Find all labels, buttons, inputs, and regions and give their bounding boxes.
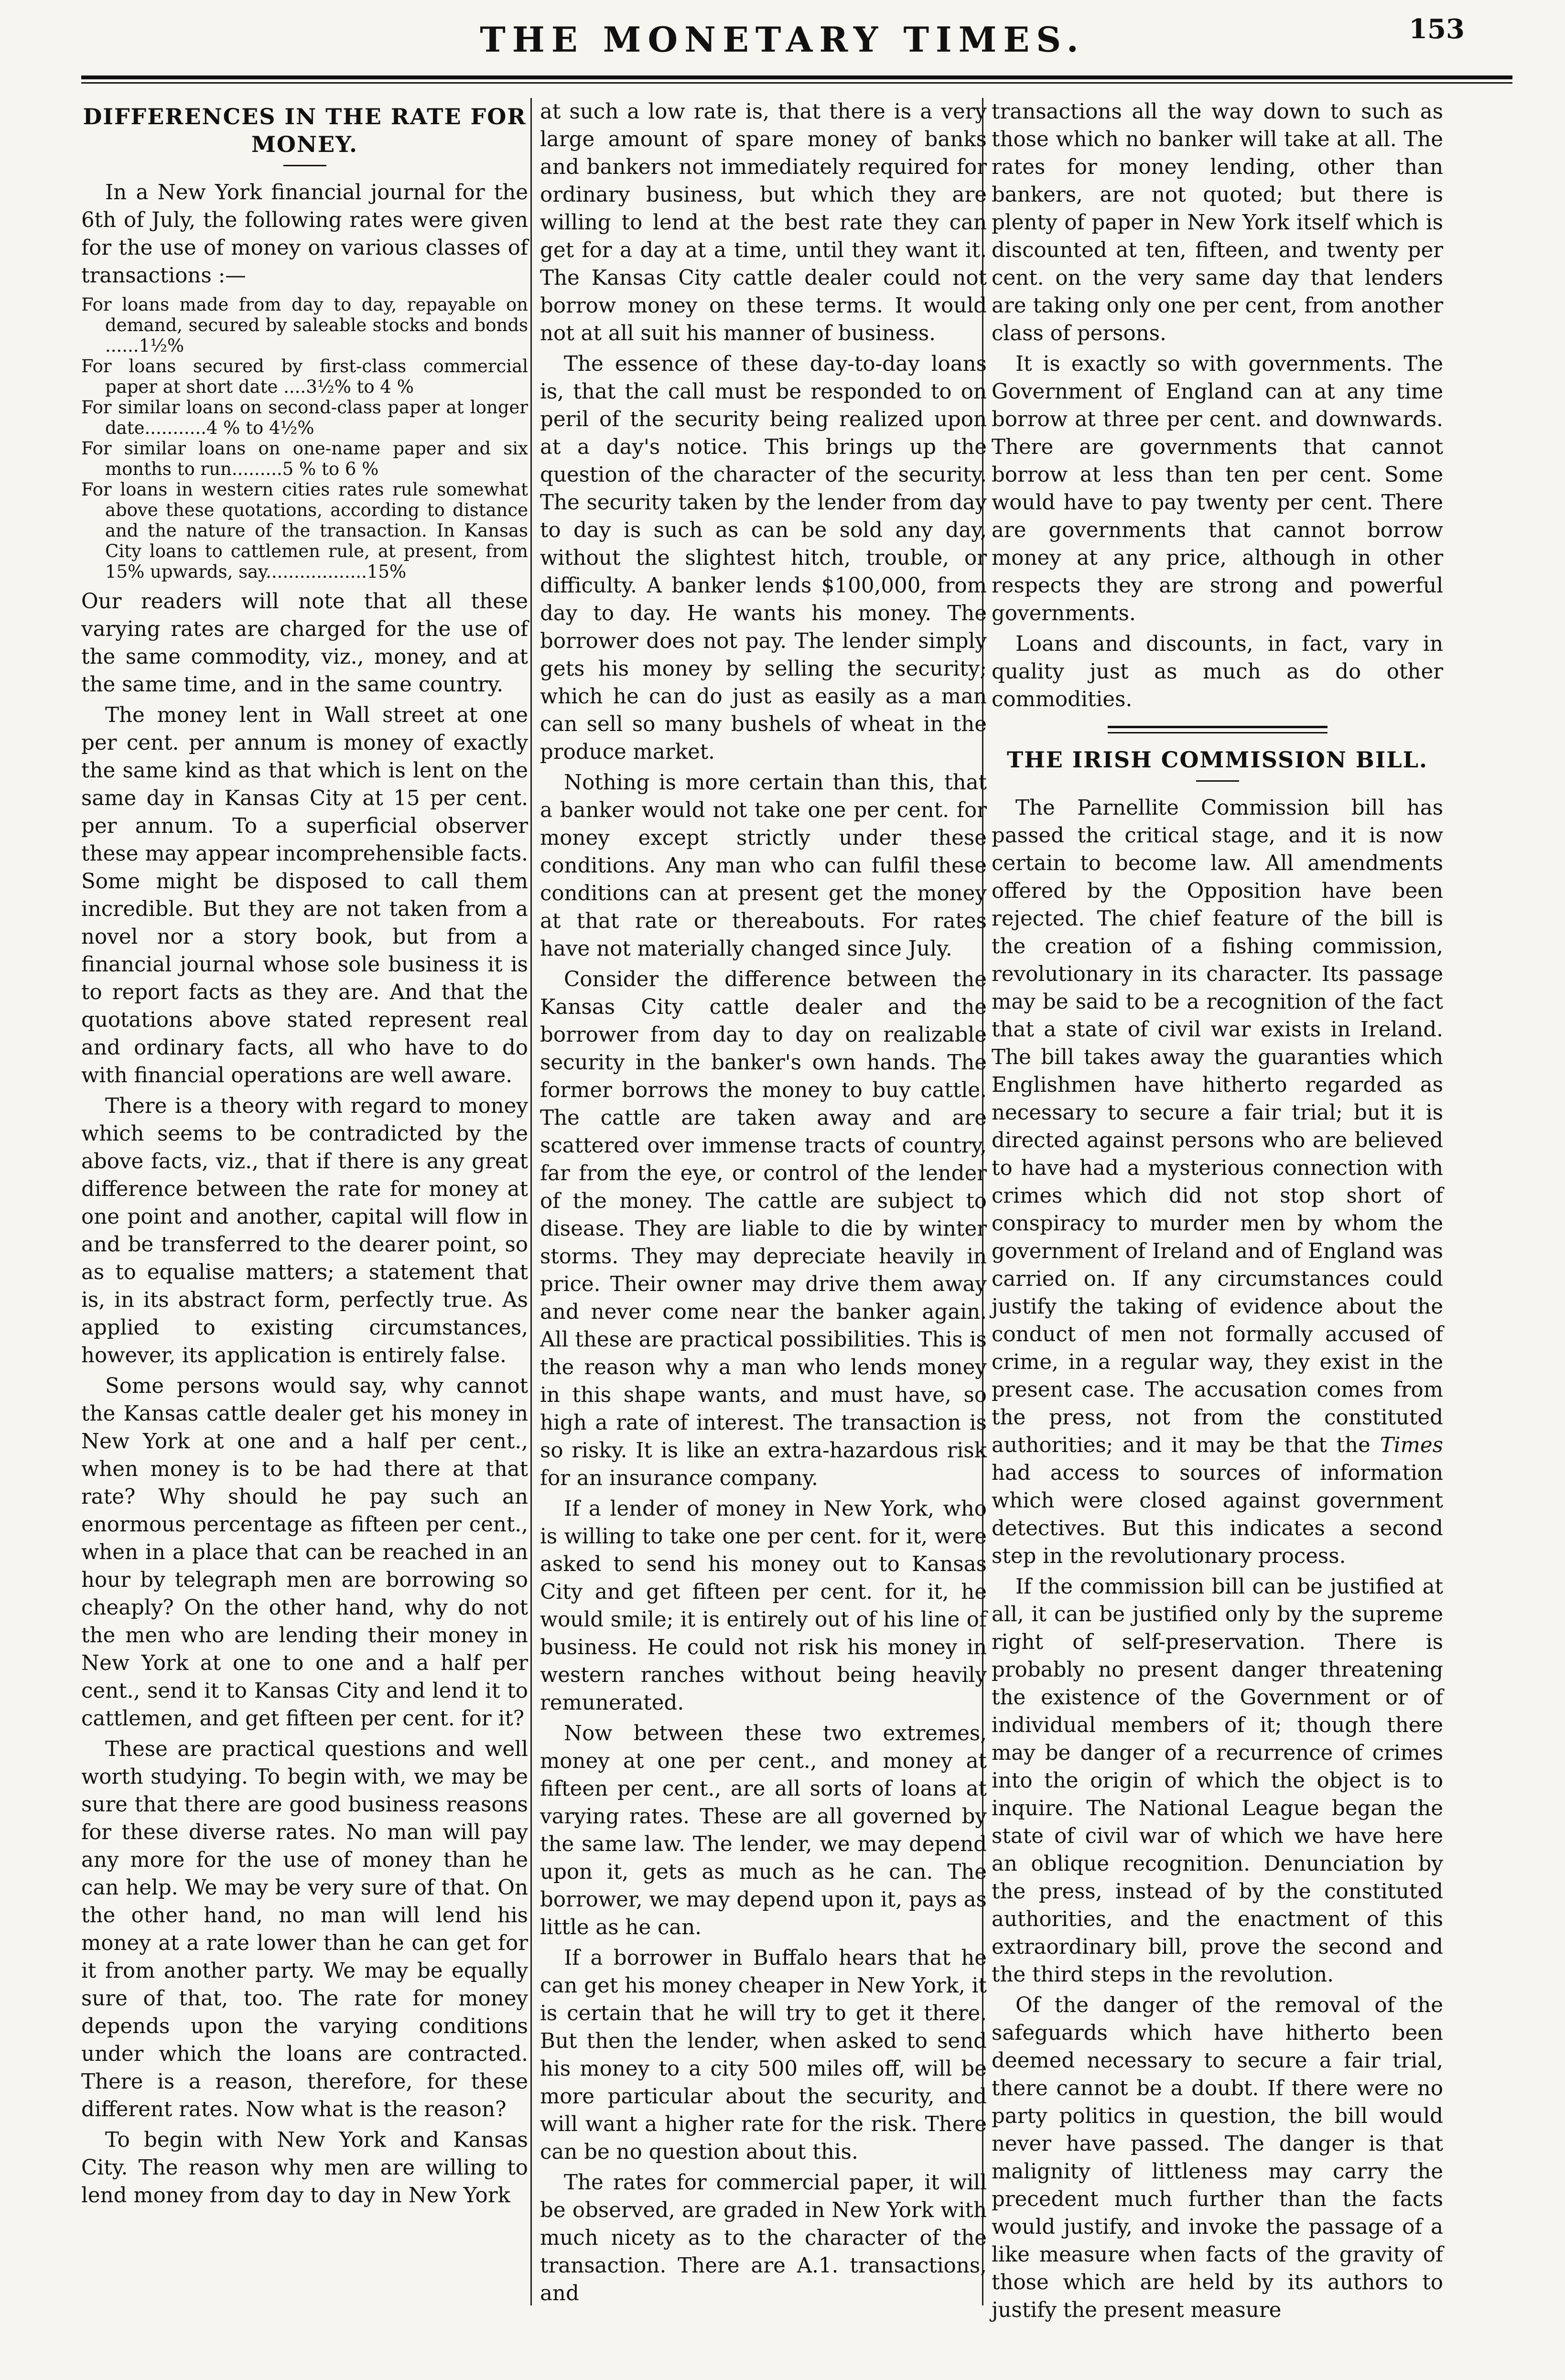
paragraph: transactions all the way down to such as those which no banker will take at all. The rates for money lending, other than bankers, are not quoted; but there is plenty of paper in New York itself which is discounted at ten, fifteen, and twenty per cent. on the very same day that lenders are taking only one per cent, from another class of persons.	[992, 100, 1443, 345]
paragraph: Nothing is more certain than this, that a banker would not take one per cent. for money except strictly under these conditions. Any man who can fulfil these conditions can at present get the money at that rate or thereabouts. For rates have not materially changed since July.	[540, 771, 987, 961]
paragraph: If a lender of money in New York, who is willing to take one per cent. for it, were asked to send his money out to Kansas City and get fifteen per cent. for it, he would smile; it is entirely out of his line of business. He could not risk his money in western ranches without being heavily remunerated.	[540, 1497, 987, 1715]
paragraph: Some persons would say, why cannot the Kansas cattle dealer get his money in New York at one and a half per cent., when money is to be had there at that rate? Why should he pay such an enormous percentage as fifteen per cent., when in a place that can be reached in an hour by telegraph men are borrowing so cheaply? On the other hand, why do not the men who are lending their money in New York at one to one and a half per cent., send it to Kansas City and lend it to cattlemen, and get fifteen per cent. for it?	[81, 1374, 528, 1731]
paragraph: Of the danger of the removal of the safeguards which have hitherto been deemed necessary to secure a fair trial, there cannot be a doubt. If there were no party politics in question, the bill would never have passed. The danger is that malignity of littleness may carry the precedent much further than the facts would justify, and invoke the passage of a like measure when facts of the gravity of those which are held by its authors to justify the present measure	[992, 1993, 1443, 2322]
column-3	[992, 98, 1443, 2322]
paragraph: Consider the difference between the Kansas City cattle dealer and the borrower from day to day on realizable security in the banker's own hands. The former borrows the money to buy cattle. The cattle are taken away and are scattered over immense tracts of country, far from the eye, or control of the lender of the money. The cattle are subject to disease. They are liable to die by winter storms. They may depreciate heavily in price. Their owner may drive them away and never come near the banker again. All these are practical possibilities. This is the reason why a man who lends money in this shape wants, and must have, so high a rate of interest. The transaction is so risky. It is like an extra-hazardous risk for an insurance company.	[540, 968, 987, 1490]
page-number: 153	[1409, 13, 1465, 45]
rates-list	[81, 294, 528, 582]
column-divider	[530, 98, 532, 2305]
text-run: The Parnellite Commission bill has passed the critical stage, and it is now certain to become law. All amendments offered by the Opposition have been rejected. The chief feature of the bill is the creation of a fishing commission, revolutionary in its character. Its passage may be said to be a recognition of the fact that a state of civil war exists in Ireland. The bill takes away the guaranties which Englishmen have hitherto regarded as necessary to secure a fair trial; but it is directed against persons who are believed to have had a mysterious connection with crimes which did not stop short of conspiracy to murder men by whom the government of Ireland and of England was carried on. If any circumstances could justify the taking of evidence about the conduct of men not formally accused of crime, in a regular way, they exist in the present case. The accusation comes from the press, not from the constituted authorities; and it may be that the	[992, 796, 1443, 1457]
paragraph: These are practical questions and well worth studying. To begin with, we may be sure that there are good business reasons for these diverse rates. No man will pay any more for the use of money than he can help. We may be very sure of that. On the other hand, no man will lend his money at a rate lower than he can get for it from another party. We may be equally sure of that, too. The rate for money depends upon the varying conditions under which the loans are contracted. There is a reason, therefore, for these different rates. Now what is the reason?	[81, 1737, 528, 2122]
paragraph: To begin with New York and Kansas City. The reason why men are willing to lend money from day to day in New York	[81, 2128, 528, 2208]
header-rule-thin	[81, 82, 1512, 84]
paragraph: In a New York financial journal for the 6th of July, the following rates were given for the use of money on various classes of transactions :—	[81, 181, 528, 288]
newspaper-name: Times	[1380, 1433, 1443, 1457]
masthead: THE MONETARY TIMES.	[480, 19, 1085, 60]
article-title: DIFFERENCES IN THE RATE FOR MONEY.	[83, 104, 527, 157]
paragraph: The essence of these day-to-day loans is, that the call must be responded to on peril of the security being realized upon at a day's notice. This brings up the question of the character of the security. The security taken by the lender from day to day is such as can be sold any day, without the slightest hitch, trouble, or difficulty. A banker lends $100,000, from day to day. He wants his money. The borrower does not pay. The lender simply gets his money by selling the security; which he can do just as easily as a man can sell so many bushels of wheat in the produce market.	[540, 352, 987, 764]
paragraph: If the commission bill can be justified at all, it can be justified only by the supreme right of self-preservation. There is probably no present danger threatening the existence of the Government or of individual members of it; though there may be danger of a recurrence of crimes into the origin of which the object is to inquire. The National League began the state of civil war of which we have here an oblique recognition. Denunciation by the press, instead of by the constituted authorities, and the enactment of this extraordinary bill, prove the second and the third steps in the revolution.	[992, 1575, 1443, 1987]
paragraph: The rates for commercial paper, it will be observed, are graded in New York with much nicety as to the character of the transaction. There are A.1. transactions, and	[540, 2171, 987, 2305]
paragraph: Our readers will note that all these varying rates are charged for the use of the same commodity, viz., money, and at the same time, and in the same country.	[81, 590, 528, 697]
header-rule	[81, 75, 1512, 79]
column-1	[81, 98, 528, 2305]
paragraph: at such a low rate is, that there is a very large amount of spare money of banks and bankers not immediately required for ordinary business, but which they are willing to lend at the best rate they can get for a day at a time, until they want it. The Kansas City cattle dealer could not borrow money on these terms. It would not at all suit his manner of business.	[540, 100, 987, 345]
paragraph: It is exactly so with governments. The Government of England can at any time borrow at three per cent. and downwards. There are governments that cannot borrow at less than ten per cent. Some would have to pay twenty per cent. There are governments that cannot borrow money at any price, although in other respects they are strong and powerful governments.	[992, 352, 1443, 625]
article-title: THE IRISH COMMISSION BILL.	[1007, 747, 1428, 773]
paragraph: Loans and discounts, in fact, vary in quality just as much as do other commodities.	[992, 632, 1443, 711]
rate-item: For similar loans on one-name paper and six months to run.........5 % to 6 %	[81, 438, 528, 479]
text-run: had access to sources of information which were closed against government detectives. But this indicates a second step in the revolutionary process.	[992, 1461, 1443, 1568]
rate-item: For loans in western cities rates rule somewhat above these quotations, according to distance and the nature of the transaction. In Kansas City loans to cattlemen rule, at present, from 15% upwards, say..................15%	[81, 479, 528, 582]
title-rule	[283, 165, 326, 166]
paragraph: If a borrower in Buffalo hears that he can get his money cheaper in New York, it is certain that he will try to get it there. But then the lender, when asked to send his money to a city 500 miles off, will be more particular about the security, and will want a higher rate for the risk. There can be no question about this.	[540, 1946, 987, 2164]
rate-item: For loans secured by first-class commercial paper at short date ....3½% to 4 %	[81, 356, 528, 397]
rate-item: For loans made from day to day, repayable on demand, secured by saleable stocks and bonds ......1½%	[81, 294, 528, 356]
paragraph: The money lent in Wall street at one per cent. per annum is money of exactly the same kind as that which is lent on the same day in Kansas City at 15 per cent. per annum. To a superficial observer these may appear incomprehensible facts. Some might be disposed to call them incredible. But they are not taken from a novel nor a story book, but from a financial journal whose sole business it is to report facts as they are. And that the quotations above stated represent real and ordinary facts, all who have to do with financial operations are well aware.	[81, 703, 528, 1088]
column-2	[540, 98, 987, 2305]
paragraph: Now between these two extremes, money at one per cent., and money at fifteen per cent., are all sorts of loans at varying rates. These are all governed by the same law. The lender, we may depend upon it, gets as much as he can. The borrower, we may depend upon it, pays as little as he can.	[540, 1722, 987, 1939]
page-header	[0, 0, 1565, 84]
paragraph: There is a theory with regard to money which seems to be contradicted by the above facts, viz., that if there is any great difference between the rate for money at one point and another, capital will flow in and be transferred to the dearer point, so as to equalise matters; a statement that is, in its abstract form, perfectly true. As applied to existing circumstances, however, its application is entirely false.	[81, 1094, 528, 1368]
rate-item: For similar loans on second-class paper at longer date...........4 % to 4½%	[81, 397, 528, 438]
section-divider	[1108, 726, 1328, 733]
title-rule	[1196, 780, 1239, 782]
paragraph	[992, 794, 1443, 1570]
